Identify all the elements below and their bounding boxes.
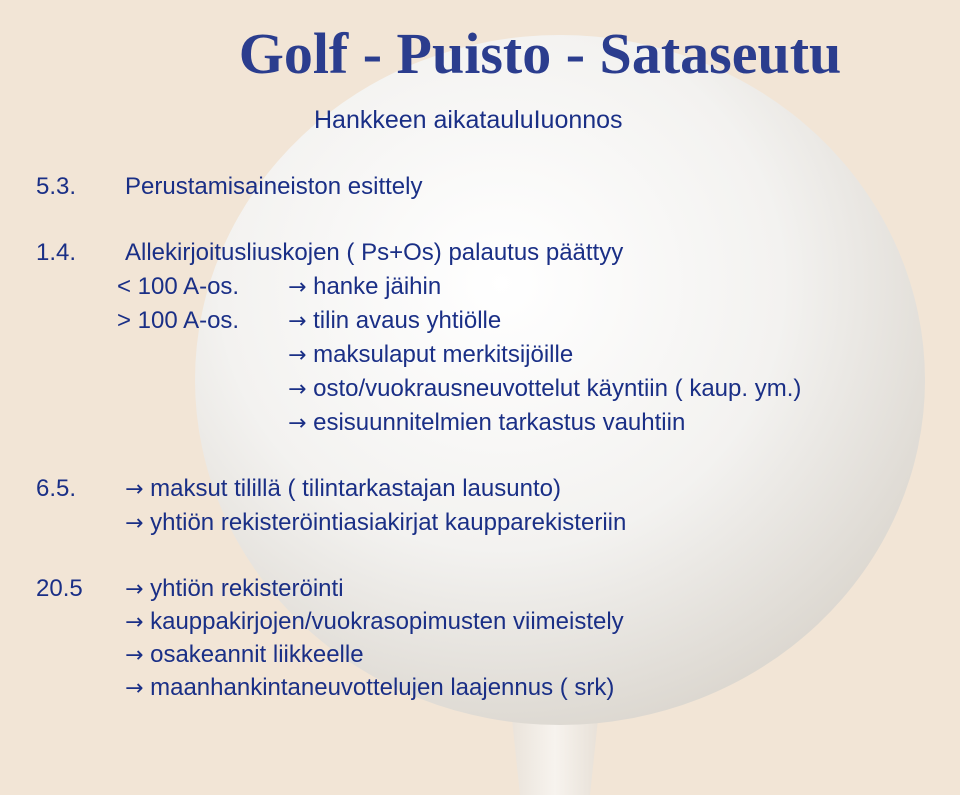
s4-item [125, 607, 624, 638]
s2-gt-item [288, 374, 801, 405]
s2-lt-row [288, 272, 441, 303]
s3-text: maksut tilillä ( tilintarkastajan lausunto) [150, 475, 561, 502]
s2-gt-item [288, 408, 685, 439]
s4-item [125, 574, 344, 605]
s2-gt-label: > 100 A-os. [117, 307, 240, 334]
arrow-right-icon: → [125, 511, 144, 536]
arrow-right-icon: → [125, 610, 144, 635]
arrow-right-icon: → [125, 643, 144, 668]
s2-lt-text: hanke jäihin [313, 273, 442, 300]
slide-subtitle: Hankkeen aikatauluIuonnos [314, 106, 623, 134]
arrow-right-icon: → [288, 411, 307, 436]
s2-gt-item [288, 306, 501, 337]
s2-gt-text: tilin avaus yhtiölle [313, 307, 502, 334]
arrow-right-icon: → [125, 477, 144, 502]
s2-gt-text: maksulaput merkitsijöille [313, 341, 574, 368]
arrow-right-icon: → [125, 676, 144, 701]
arrow-right-icon: → [125, 577, 144, 602]
s3-date: 6.5. [36, 475, 77, 502]
s4-text: kauppakirjojen/vuokrasopimusten viimeistely [150, 608, 624, 635]
s1-date: 5.3. [36, 173, 77, 200]
s3-item [125, 474, 561, 505]
s4-item [125, 673, 614, 704]
arrow-right-icon: → [288, 377, 307, 402]
s3-text: yhtiön rekisteröintiasiakirjat kaupparekisteriin [150, 509, 627, 536]
s2-gt-text: osto/vuokrausneuvottelut käyntiin ( kaup. ym.) [313, 375, 802, 402]
s4-date: 20.5 [36, 575, 83, 602]
s3-item [125, 508, 626, 539]
s2-text: Allekirjoitusliuskojen ( Ps+Os) palautus päättyy [125, 239, 624, 266]
arrow-right-icon: → [288, 275, 307, 300]
s2-gt-text: esisuunnitelmien tarkastus vauhtiin [313, 409, 686, 436]
s2-gt-item [288, 340, 573, 371]
slide-title: Golf - Puisto - Sataseutu [238, 21, 842, 86]
s1-text: Perustamisaineiston esittely [125, 173, 423, 200]
s4-text: yhtiön rekisteröinti [150, 575, 344, 602]
s4-text: osakeannit liikkeelle [150, 641, 364, 668]
s2-date: 1.4. [36, 239, 77, 266]
s4-text: maanhankintaneuvottelujen laajennus ( srk) [150, 674, 615, 701]
s2-lt-label: < 100 A-os. [117, 273, 240, 300]
s4-item [125, 640, 364, 671]
arrow-right-icon: → [288, 343, 307, 368]
arrow-right-icon: → [288, 309, 307, 334]
